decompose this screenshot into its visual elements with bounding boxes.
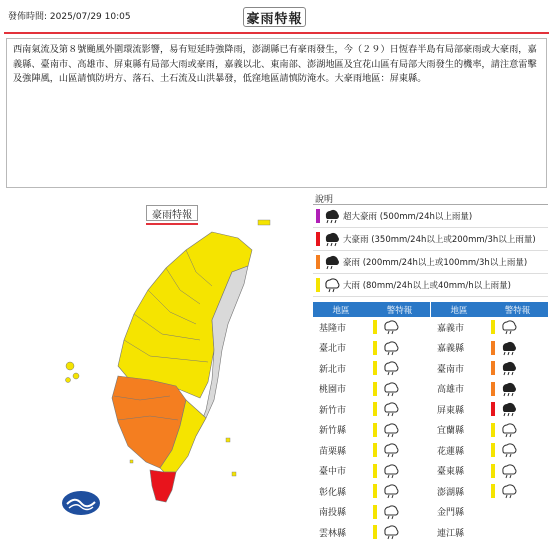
heavy-rain-icon: [322, 231, 340, 247]
region-name: 澎湖縣: [437, 487, 465, 498]
table-row: [313, 522, 430, 543]
rain-icon: [380, 319, 400, 335]
legend-label: 大豪雨 (350mm/24h以上或200mm/3h以上雨量): [343, 235, 536, 245]
warning-level-chip: [373, 361, 377, 375]
warning-cell: [487, 483, 518, 499]
warning-level-chip: [491, 402, 495, 416]
warning-cell: [487, 422, 518, 438]
rain-icon: [380, 381, 400, 397]
warning-level-chip: [491, 341, 495, 355]
warning-level-chip: [491, 443, 495, 457]
rain-icon: [380, 504, 400, 520]
penghu-islands: [66, 362, 74, 370]
header-warning: 警特報: [487, 302, 548, 317]
warning-cell: [369, 524, 400, 540]
rain-icon: [380, 422, 400, 438]
legend-label: 豪雨 (200mm/24h以上或100mm/3h以上雨量): [343, 258, 528, 268]
region-name: 臺東縣: [437, 467, 465, 478]
region-name: 新北市: [319, 364, 347, 375]
table-row: [431, 461, 548, 482]
region-name: 屏東縣: [437, 405, 465, 416]
region-name: 桃園市: [319, 385, 347, 396]
map-title: 豪雨特報: [146, 205, 198, 221]
warning-cell: [369, 442, 400, 458]
heavy-rain-icon: [322, 208, 340, 224]
rain-icon: [380, 483, 400, 499]
region-name: 金門縣: [437, 508, 465, 519]
warning-level-chip: [373, 505, 377, 519]
warning-level-chip: [491, 320, 495, 334]
green-island: [226, 438, 230, 442]
region-name: 雲林縣: [319, 528, 347, 539]
warning-cell: [487, 319, 518, 335]
heavy-rain-icon: [498, 360, 518, 376]
table-row: [313, 399, 430, 420]
legend-panel: [313, 192, 548, 297]
region-name: 嘉義縣: [437, 344, 465, 355]
warning-cell: [369, 422, 400, 438]
table-row: [431, 481, 548, 502]
warning-cell: [369, 504, 400, 520]
table-row: [313, 379, 430, 400]
region-name: 臺南市: [437, 364, 465, 375]
table-row: [431, 522, 548, 543]
table-row: [313, 358, 430, 379]
rain-icon: [380, 360, 400, 376]
map-title-underline: [146, 223, 198, 225]
table-row: [313, 461, 430, 482]
taiwan-map: [0, 200, 310, 540]
warning-cell: [487, 360, 518, 376]
table-row: [313, 502, 430, 523]
table-row: [431, 502, 548, 523]
legend-swatch: [316, 232, 320, 246]
legend-title: 說明: [313, 192, 548, 205]
region-pingtung-red: [150, 470, 176, 502]
title-divider: [4, 32, 549, 34]
warning-level-chip: [491, 382, 495, 396]
table-row: [431, 399, 548, 420]
keelung-islet: [258, 220, 270, 225]
region-warning-table: [313, 302, 548, 543]
warning-level-chip: [373, 484, 377, 498]
region-name: 基隆市: [319, 323, 347, 334]
cwa-logo-icon: [61, 490, 101, 516]
header-warning: 警特報: [369, 302, 430, 317]
rain-icon: [322, 277, 340, 293]
warning-cell: [369, 381, 400, 397]
legend-swatch: [316, 278, 320, 292]
table-row: [431, 338, 548, 359]
legend-swatch: [316, 255, 320, 269]
warning-level-chip: [491, 464, 495, 478]
region-name: 新竹市: [319, 405, 347, 416]
rain-icon: [498, 483, 518, 499]
warning-level-chip: [491, 484, 495, 498]
region-name: 臺中市: [319, 467, 347, 478]
warning-cell: [369, 360, 400, 376]
region-name: 高雄市: [437, 385, 465, 396]
header-area: 地區: [431, 302, 487, 317]
legend-swatch: [316, 209, 320, 223]
region-name: 南投縣: [319, 508, 347, 519]
legend-item-torrential: [313, 251, 548, 274]
heavy-rain-icon: [322, 254, 340, 270]
warning-cell: [369, 463, 400, 479]
rain-icon: [380, 401, 400, 417]
warning-level-chip: [373, 443, 377, 457]
region-name: 彰化縣: [319, 487, 347, 498]
legend-label: 超大豪雨 (500mm/24h以上雨量): [343, 212, 473, 222]
region-name: 嘉義市: [437, 323, 465, 334]
table-column-right: [431, 317, 548, 543]
warning-level-chip: [491, 361, 495, 375]
table-header: [313, 302, 548, 317]
region-name: 花蓮縣: [437, 446, 465, 457]
table-row: [313, 440, 430, 461]
rain-icon: [380, 340, 400, 356]
warning-cell: [369, 483, 400, 499]
rain-icon: [498, 463, 518, 479]
heavy-rain-icon: [498, 340, 518, 356]
issued-time: 發佈時間: 2025/07/29 10:05: [8, 12, 131, 22]
rain-icon: [380, 463, 400, 479]
table-column-left: [313, 317, 430, 543]
liuqiu-island: [130, 460, 133, 463]
warning-cell: [487, 442, 518, 458]
warning-level-chip: [373, 423, 377, 437]
warning-level-chip: [373, 341, 377, 355]
region-name: 臺北市: [319, 344, 347, 355]
table-row: [431, 420, 548, 441]
table-row: [313, 317, 430, 338]
table-row: [313, 481, 430, 502]
table-row: [431, 317, 548, 338]
warning-description: 西南氣流及第８號颱風外圍環流影響，易有短延時強降雨，澎湖縣已有豪雨發生，今（２９）日恆春半島有局部豪雨或大豪雨，嘉義縣、臺南市、高雄市、屏東縣有局部大雨或豪雨，嘉義以北、東南部、澎湖地區及宜花山區有局部大雨發生的機率，請注意雷擊及強陣風，山區請慎防坍方、落石、土石流及山洪暴發，低窪地區請慎防淹水。大豪雨地區：屏東縣。: [6, 38, 547, 188]
legend-item-super-torrential: [313, 205, 548, 228]
region-name: 苗栗縣: [319, 446, 347, 457]
rain-icon: [498, 442, 518, 458]
rain-icon: [498, 319, 518, 335]
warning-level-chip: [373, 320, 377, 334]
warning-cell: [487, 463, 518, 479]
warning-cell: [487, 381, 518, 397]
warning-level-chip: [373, 402, 377, 416]
region-name: 連江縣: [437, 528, 465, 539]
rain-icon: [498, 422, 518, 438]
warning-cell: [487, 340, 518, 356]
region-name: 宜蘭縣: [437, 426, 465, 437]
orchid-island: [232, 472, 236, 476]
warning-level-chip: [491, 423, 495, 437]
table-row: [431, 358, 548, 379]
legend-item-heavy-rain: [313, 274, 548, 297]
table-row: [313, 420, 430, 441]
rain-icon: [380, 442, 400, 458]
warning-level-chip: [373, 464, 377, 478]
header-area: 地區: [313, 302, 369, 317]
warning-map: [0, 200, 310, 540]
legend-label: 大雨 (80mm/24h以上或40mm/h以上雨量): [343, 281, 511, 291]
region-name: 新竹縣: [319, 426, 347, 437]
table-row: [431, 440, 548, 461]
warning-level-chip: [373, 525, 377, 539]
page-title: 豪雨特報: [243, 7, 306, 27]
legend-item-extremely-torrential: [313, 228, 548, 251]
warning-cell: [369, 340, 400, 356]
warning-level-chip: [373, 382, 377, 396]
table-row: [313, 338, 430, 359]
rain-icon: [380, 524, 400, 540]
heavy-rain-icon: [498, 381, 518, 397]
heavy-rain-icon: [498, 401, 518, 417]
warning-cell: [487, 401, 518, 417]
warning-cell: [369, 401, 400, 417]
warning-cell: [369, 319, 400, 335]
table-row: [431, 379, 548, 400]
